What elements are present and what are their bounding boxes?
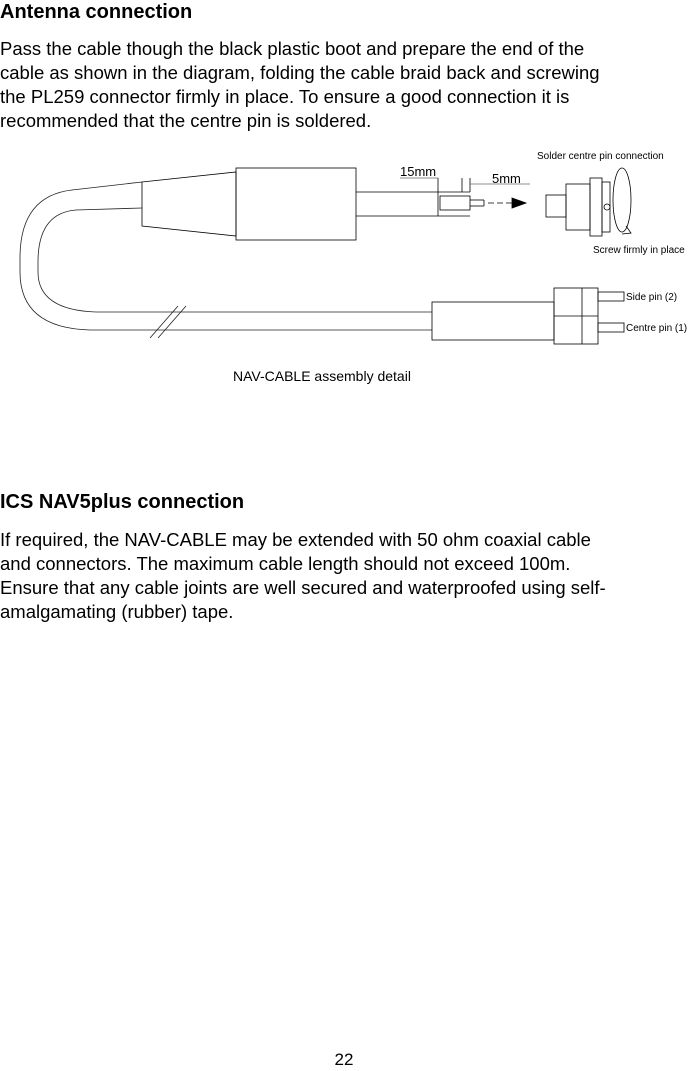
dimension-15mm: 15mm <box>400 164 437 179</box>
rotation-arrow <box>613 168 631 234</box>
label-solder-centre-pin: Solder centre pin connection <box>537 151 664 162</box>
pl259-connector <box>546 178 610 236</box>
nav5plus-connection-paragraph <box>0 528 688 624</box>
paragraph-line: recommended that the centre pin is soldered. <box>0 110 372 131</box>
dimension-5mm: 5mm <box>492 171 521 186</box>
cable-loop <box>20 182 432 338</box>
paragraph-line: and connectors. The maximum cable length should not exceed 100m. <box>0 553 571 574</box>
nav-plug-connector <box>432 288 624 344</box>
section-title-antenna-connection: Antenna connection <box>0 1 193 23</box>
page-number: 22 <box>334 1050 354 1069</box>
label-screw-firmly: Screw firmly in place <box>593 245 685 256</box>
label-side-pin: Side pin (2) <box>626 292 678 303</box>
stripped-cable-end <box>356 178 484 216</box>
paragraph-line: amalgamating (rubber) tape. <box>0 601 234 622</box>
paragraph-line: Pass the cable though the black plastic boot and prepare the end of the <box>0 38 585 59</box>
paragraph-line: If required, the NAV-CABLE may be extended with 50 ohm coaxial cable <box>0 529 591 550</box>
antenna-connection-paragraph <box>0 37 688 133</box>
insert-arrow <box>488 198 526 208</box>
paragraph-line: Ensure that any cable joints are well secured and waterproofed using self- <box>0 577 606 598</box>
label-centre-pin: Centre pin (1) <box>626 323 688 334</box>
paragraph-line: cable as shown in the diagram, folding the cable braid back and screwing <box>0 62 600 83</box>
rubber-boot <box>142 172 236 236</box>
nav-cable-assembly-diagram <box>0 140 688 390</box>
paragraph-line: the PL259 connector firmly in place. To ensure a good connection it is <box>0 86 570 107</box>
diagram-caption: NAV-CABLE assembly detail <box>233 368 411 384</box>
section-title-ics-nav5plus-connection: ICS NAV5plus connection <box>0 491 245 513</box>
cable-sheath <box>236 168 356 240</box>
